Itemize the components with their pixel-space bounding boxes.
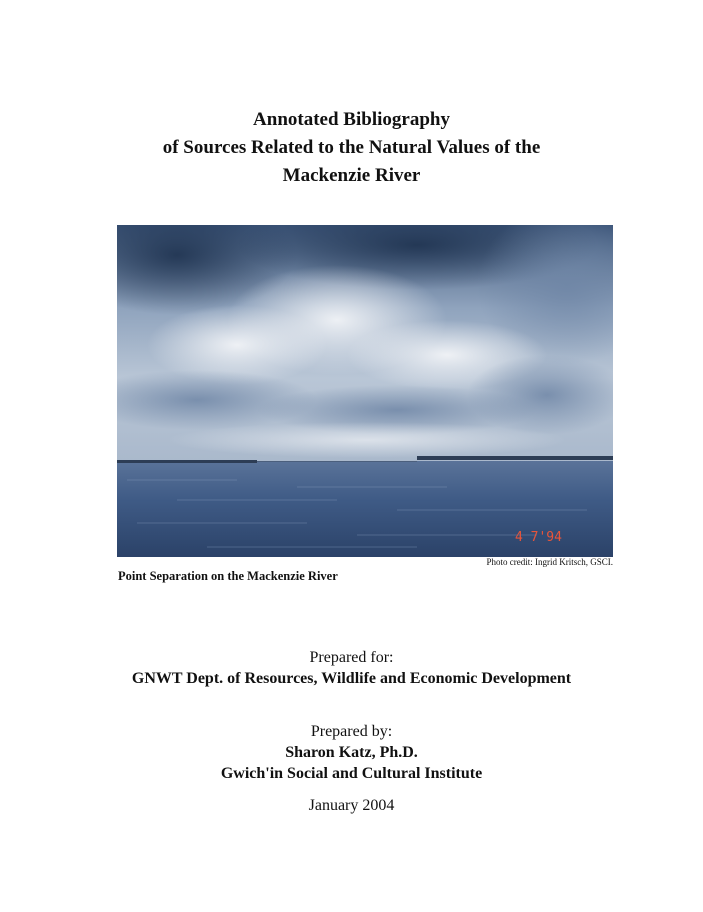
- prepared-for-organization: GNWT Dept. of Resources, Wildlife and Economic Development: [131, 670, 572, 687]
- author-name: Sharon Katz, Ph.D.: [285, 744, 418, 761]
- cover-photo: [117, 225, 613, 557]
- title-line-2: of Sources Related to the Natural Values of the: [162, 137, 541, 158]
- prepared-for-section: [0, 647, 703, 689]
- photo-caption: Point Separation on the Mackenzie River: [118, 569, 338, 583]
- photo-credit: Photo credit: Ingrid Kritsch, GSCI.: [486, 557, 613, 567]
- document-title: [0, 106, 703, 190]
- prepared-for-label: Prepared for:: [309, 649, 394, 666]
- title-line-1: Annotated Bibliography: [253, 109, 450, 130]
- photo-date-stamp: 4 7'94: [515, 530, 562, 545]
- publication-date: January 2004: [308, 797, 395, 814]
- prepared-by-section: [0, 721, 703, 784]
- title-line-3: Mackenzie River: [282, 165, 421, 186]
- prepared-by-label: Prepared by:: [310, 723, 393, 740]
- author-organization: Gwich'in Social and Cultural Institute: [220, 765, 483, 782]
- river-photo-illustration: [117, 225, 613, 557]
